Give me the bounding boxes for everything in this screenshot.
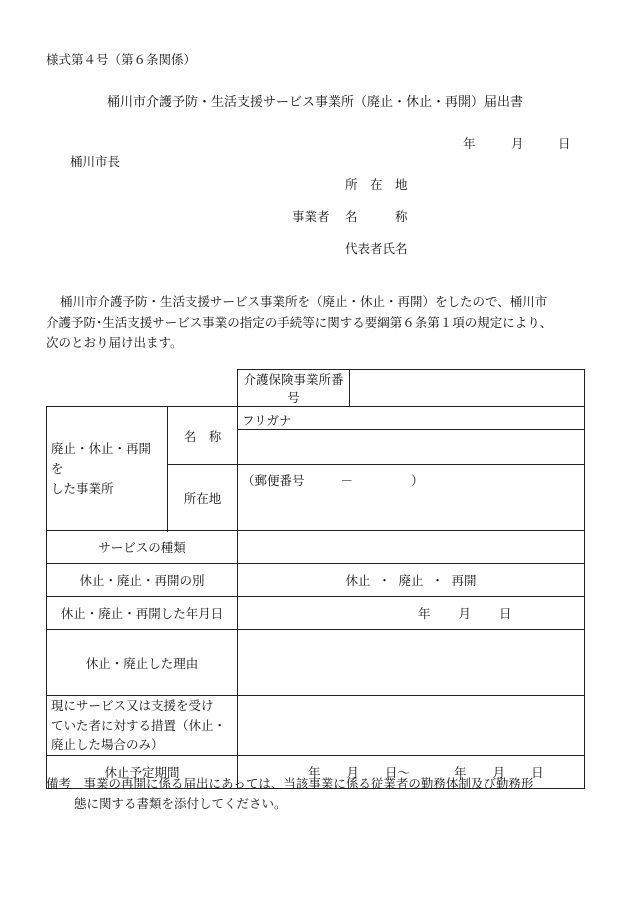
insurance-number-field[interactable] [350, 370, 585, 407]
remarks-line: 備考 事業の再開に係る届出にあっては、当該事業に係る従業者の勤務体制及び勤務形 [46, 776, 534, 791]
option-suspend[interactable]: 休止 [345, 573, 371, 588]
category-label: 休止・廃止・再開の別 [47, 564, 238, 597]
postal-suffix: ） [411, 473, 424, 488]
option-separator: ・ [431, 573, 444, 588]
addressee: 桶川市長 [70, 154, 121, 169]
service-type-field[interactable] [238, 531, 585, 564]
date-field[interactable] [238, 597, 585, 630]
period-label: 休止予定期間 [47, 756, 238, 789]
name-label: 名 称 [168, 407, 238, 465]
furigana-label: フリガナ [242, 413, 292, 428]
facility-label-line: 廃止・休止・再開を [51, 440, 152, 476]
option-resume[interactable]: 再開 [451, 573, 477, 588]
date-month: 月 [458, 606, 472, 621]
business-label: 事業者 [292, 209, 330, 224]
measures-label-line: 現にサービス又は支援を受け [51, 698, 214, 714]
date-label: 休止・廃止・再開した年月日 [47, 597, 238, 630]
statement-line: 桶川市介護予防・生活支援サービス事業所を（廃止・休止・再開）をしたので、桶川市 [60, 294, 548, 309]
period-from-year: 年 [308, 765, 321, 780]
category-options[interactable] [238, 564, 585, 597]
postal-dash: － [340, 473, 354, 488]
measures-label-line: 廃止した場合のみ） [51, 737, 164, 753]
address-label: 所 在 地 [345, 177, 408, 192]
remarks-note [46, 774, 586, 815]
furigana-field[interactable] [238, 407, 585, 430]
period-from-day: 日～ [385, 765, 411, 780]
representative-label: 代表者氏名 [345, 241, 408, 256]
date-year: 年 [418, 606, 431, 621]
remarks-line: 態に関する書類を添付してください。 [74, 796, 287, 812]
statement-line: 次のとおり届け出ます。 [46, 335, 183, 351]
measures-field[interactable] [238, 696, 585, 756]
period-to-day: 日 [531, 765, 544, 780]
facility-label [47, 407, 168, 531]
date-month-label: 月 [511, 136, 524, 151]
date-day-label: 日 [558, 136, 571, 151]
date-year-label: 年 [463, 136, 476, 151]
postal-prefix: （郵便番号 [242, 473, 305, 488]
measures-label-line: ていた者に対する措置（休止・ [51, 717, 227, 733]
business-name-label: 名 称 [345, 209, 408, 224]
option-separator: ・ [378, 573, 391, 588]
notification-form-table [46, 369, 585, 789]
period-from-month: 月 [346, 765, 360, 780]
reason-label: 休止・廃止した理由 [47, 630, 238, 696]
statement-line: 介護予防･生活支援サービス事業の指定の手続等に関する要綱第６条第１項の規定により、 [46, 314, 553, 330]
option-abolish[interactable]: 廃止 [398, 573, 424, 588]
measures-label [47, 696, 238, 756]
service-type-label: サービスの種類 [47, 531, 238, 564]
date-day: 日 [499, 606, 512, 621]
period-to-year: 年 [454, 765, 467, 780]
location-label: 所在地 [168, 465, 238, 531]
form-number: 様式第４号（第６条関係） [46, 52, 197, 67]
notification-statement [46, 292, 586, 354]
insurance-number-label: 介護保険事業所番号 [238, 370, 350, 407]
period-to-month: 月 [492, 765, 506, 780]
form-title: 桶川市介護予防・生活支援サービス事業所（廃止・休止・再開）届出書 [106, 95, 523, 110]
facility-label-line: した事業所 [51, 480, 114, 496]
facility-name-field[interactable] [238, 430, 585, 465]
location-field[interactable] [238, 465, 585, 531]
reason-field[interactable] [238, 630, 585, 696]
